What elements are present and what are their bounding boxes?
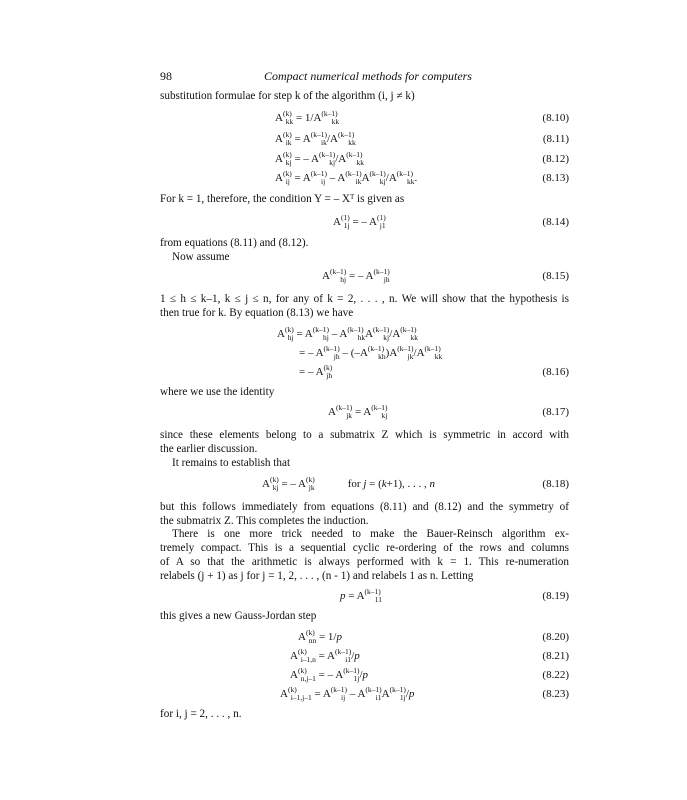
equation-8-23: $A^{(k)}_{i-1,j-1} = A^{(k-1)}_{ij} - A^{(k-1)}_{i1}A^{(k-1)}_{1j}/p$ [280,685,415,702]
equation-8-20: $A^{(k)}_{nn} = 1/p$ [298,628,342,645]
equation-8-19: $p = A^{(k-1)}_{11}$ [340,587,383,604]
equation-number: (8.12) [542,153,569,165]
paragraph-for-ij: for i, j = 2, . . . , n. [160,708,242,720]
paragraph-submatrix-line2: the earlier discussion. [160,443,258,455]
equation-number: (8.16) [542,366,569,378]
paragraph-trick-line2: tremely compact. This is a sequential cyclic re-ordering of the rows and columns [160,542,569,554]
paragraph-trick-line4: relabels (j + 1) as j for j = 1, 2, . . . , (n - 1) and relabels 1 as n. Letting [160,570,474,582]
equation-number: (8.21) [542,650,569,662]
equation-8-16-line1: $A^{(k)}_{hj} = A^{(k-1)}_{hj} - A^{(k-1)}_{hk}A^{(k-1)}_{kj}/A^{(k-1)}_{kk}$ [277,325,419,342]
paragraph-from-equations: from equations (8.11) and (8.12). [160,237,309,249]
equation-number: (8.13) [542,172,569,184]
equation-number: (8.19) [542,590,569,602]
equation-8-21: $A^{(k)}_{i-1,n} = A^{(k-1)}_{i1}/p$ [290,647,360,664]
equation-8-16-line3: = – $A^{(k)}_{jh}$ [299,363,333,380]
equation-8-16-line2: = – $A^{(k-1)}_{jh} - (-A^{(k-1)}_{kh})A^{(k-1)}_{jk}/A^{(k-1)}_{kk}$ [299,344,443,361]
equation-number: (8.22) [542,669,569,681]
paragraph-hypothesis-line2: then true for k. By equation (8.13) we have [160,307,354,319]
paragraph-submatrix-line1: since these elements belong to a submatrix Z which is symmetric in accord with [160,429,569,441]
equation-8-11: $A^{(k)}_{ik} = A^{(k-1)}_{ik}/A^{(k-1)}_{kk}$ [275,130,356,147]
equation-number: (8.10) [542,112,569,124]
paragraph-substitution: substitution formulae for step k of the algorithm (i, j ≠ k) [160,90,415,102]
equation-8-13: $A^{(k)}_{ij} = A^{(k-1)}_{ij} - A^{(k-1)}_{ik}A^{(k-1)}_{kj}/A^{(k-1)}_{kk}$. [275,169,418,186]
equation-number: (8.15) [542,270,569,282]
paragraph-remains: It remains to establish that [172,457,291,469]
equation-number: (8.17) [542,406,569,418]
equation-8-12: $A^{(k)}_{kj}$ = – $A^{(k-1)}_{kj}/A^{(k-1)}_{kk}$ [275,150,364,167]
paragraph-identity: where we use the identity [160,386,275,398]
equation-8-10: $A^{(k)}_{kk} = 1/A^{(k-1)}_{kk}$ [275,109,340,126]
running-title: Compact numerical methods for computers [264,69,472,83]
equation-8-17: $A^{(k-1)}_{jk} = A^{(k-1)}_{kj}$ [328,403,388,420]
paragraph-follows-line2: the submatrix Z. This completes the induction. [160,515,369,527]
equation-number: (8.23) [542,688,569,700]
paragraph-follows-line1: but this follows immediately from equations (8.11) and (8.12) and the symmetry of [160,501,569,513]
paragraph-hypothesis-line1: 1 ≤ h ≤ k–1, k ≤ j ≤ n, for any of k = 2, . . . , n. We will show that the hypothesis is [160,293,569,305]
equation-number: (8.18) [542,478,569,490]
paragraph-new-step: this gives a new Gauss-Jordan step [160,610,317,622]
equation-8-22: $A^{(k)}_{n,j-1}$ = – $A^{(k-1)}_{1j}/p$ [290,666,369,683]
equation-8-15: $A^{(k-1)}_{hj}$ = – $A^{(k-1)}_{jh}$ [322,267,390,284]
paragraph-trick-line3: of A so that the arithmetic is always performed with k = 1. This re-numeration [160,556,569,568]
equation-8-14: $A^{(1)}_{1j}$ = – $A^{(1)}_{j1}$ [333,213,386,230]
paragraph-condition: For k = 1, therefore, the condition Y = – Xᵀ is given as [160,193,405,205]
paragraph-trick-line1: There is one more trick needed to make the Bauer-Reinsch algorithm ex- [172,528,569,540]
equation-number: (8.11) [542,133,569,145]
page-number: 98 [160,69,172,83]
paragraph-now-assume: Now assume [172,251,230,263]
equation-number: (8.20) [542,631,569,643]
equation-number: (8.14) [542,216,569,228]
equation-8-18: $A^{(k)}_{kj}$ = – $A^{(k)}_{jk}$ for j = (k+1), . . . , n [262,475,436,492]
